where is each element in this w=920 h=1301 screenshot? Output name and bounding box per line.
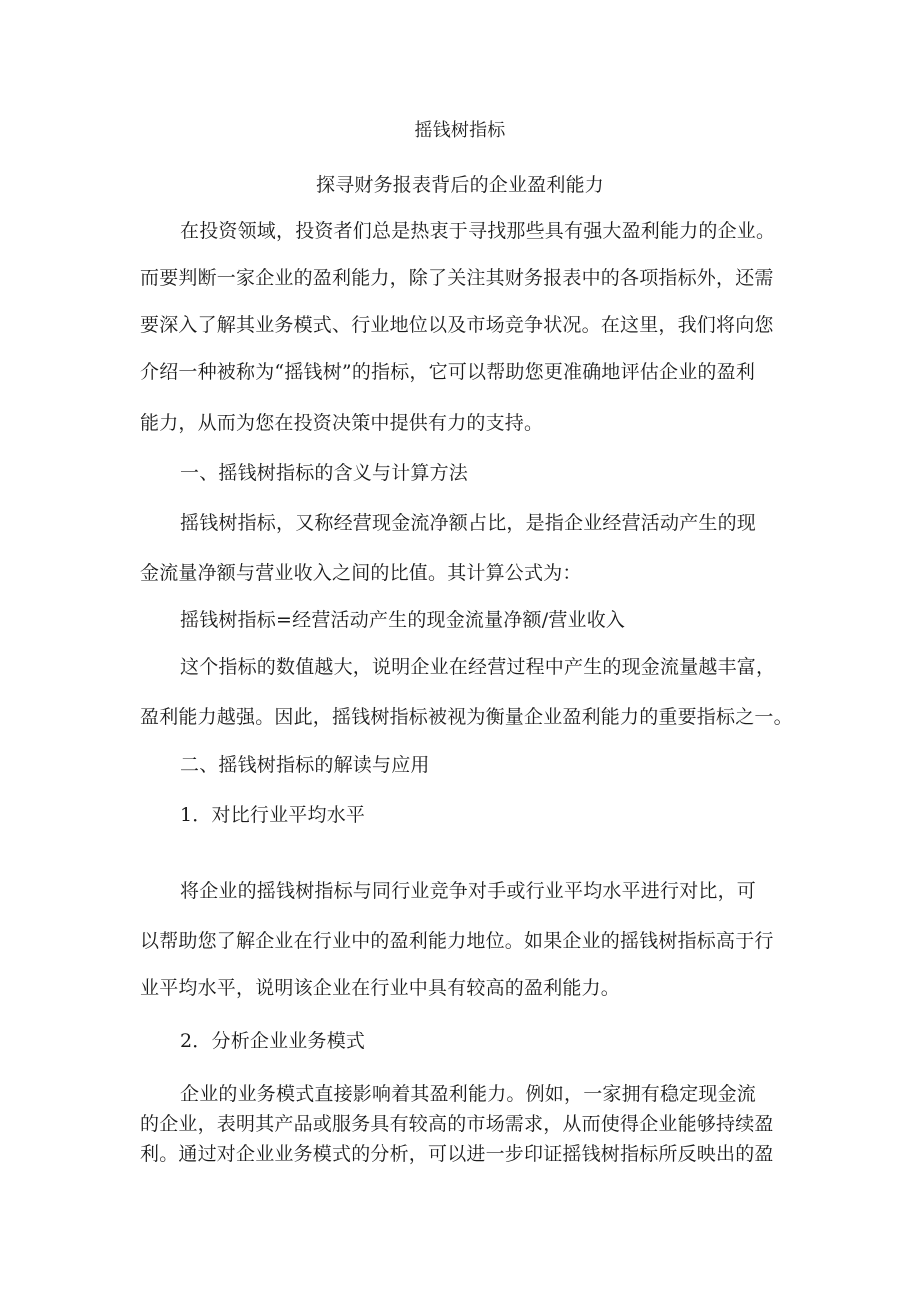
paragraph-line: 企业的业务模式直接影响着其盈利能力。例如，一家拥有稳定现金流: [180, 1083, 757, 1105]
paragraph-line: 而要判断一家企业的盈利能力，除了关注其财务报表中的各项指标外，还需: [140, 267, 774, 289]
paragraph-line: 业平均水平，说明该企业在行业中具有较高的盈利能力。: [140, 977, 621, 999]
paragraph-line: 在投资领域，投资者们总是热衷于寻找那些具有强大盈利能力的企业。: [180, 220, 776, 242]
section-heading: 一、摇钱树指标的含义与计算方法: [180, 462, 469, 484]
paragraph-line: 金流量净额与营业收入之间的比值。其计算公式为：: [140, 562, 582, 584]
subsection-heading: 2．分析企业业务模式: [180, 1030, 366, 1052]
paragraph-line: 要深入了解其业务模式、行业地位以及市场竞争状况。在这里，我们将向您: [140, 314, 774, 336]
paragraph-line: 利。通过对企业业务模式的分析，可以进一步印证摇钱树指标所反映出的盈: [140, 1143, 774, 1165]
section-heading: 二、摇钱树指标的解读与应用: [180, 754, 430, 776]
paragraph-line: 的企业，表明其产品或服务具有较高的市场需求，从而使得企业能够持续盈: [140, 1113, 774, 1135]
subsection-heading: 1．对比行业平均水平: [180, 804, 366, 826]
document-subtitle: 探寻财务报表背后的企业盈利能力: [315, 174, 604, 196]
formula-line: 摇钱树指标=经营活动产生的现金流量净额/营业收入: [180, 609, 626, 631]
paragraph-line: 这个指标的数值越大，说明企业在经营过程中产生的现金流量越丰富，: [180, 656, 776, 678]
paragraph-line: 摇钱树指标，又称经营现金流净额占比，是指企业经营活动产生的现: [180, 512, 757, 534]
paragraph-line: 以帮助您了解企业在行业中的盈利能力地位。如果企业的摇钱树指标高于行: [140, 930, 774, 952]
paragraph-line: 盈利能力越强。因此，摇钱树指标被视为衡量企业盈利能力的重要指标之一。: [140, 706, 793, 728]
document-title: 摇钱树指标: [414, 120, 506, 141]
paragraph-line: 介绍一种被称为“摇钱树”的指标，它可以帮助您更准确地评估企业的盈利: [140, 361, 756, 383]
paragraph-line: 能力，从而为您在投资决策中提供有力的支持。: [140, 412, 544, 434]
paragraph-line: 将企业的摇钱树指标与同行业竞争对手或行业平均水平进行对比，可: [180, 880, 757, 902]
